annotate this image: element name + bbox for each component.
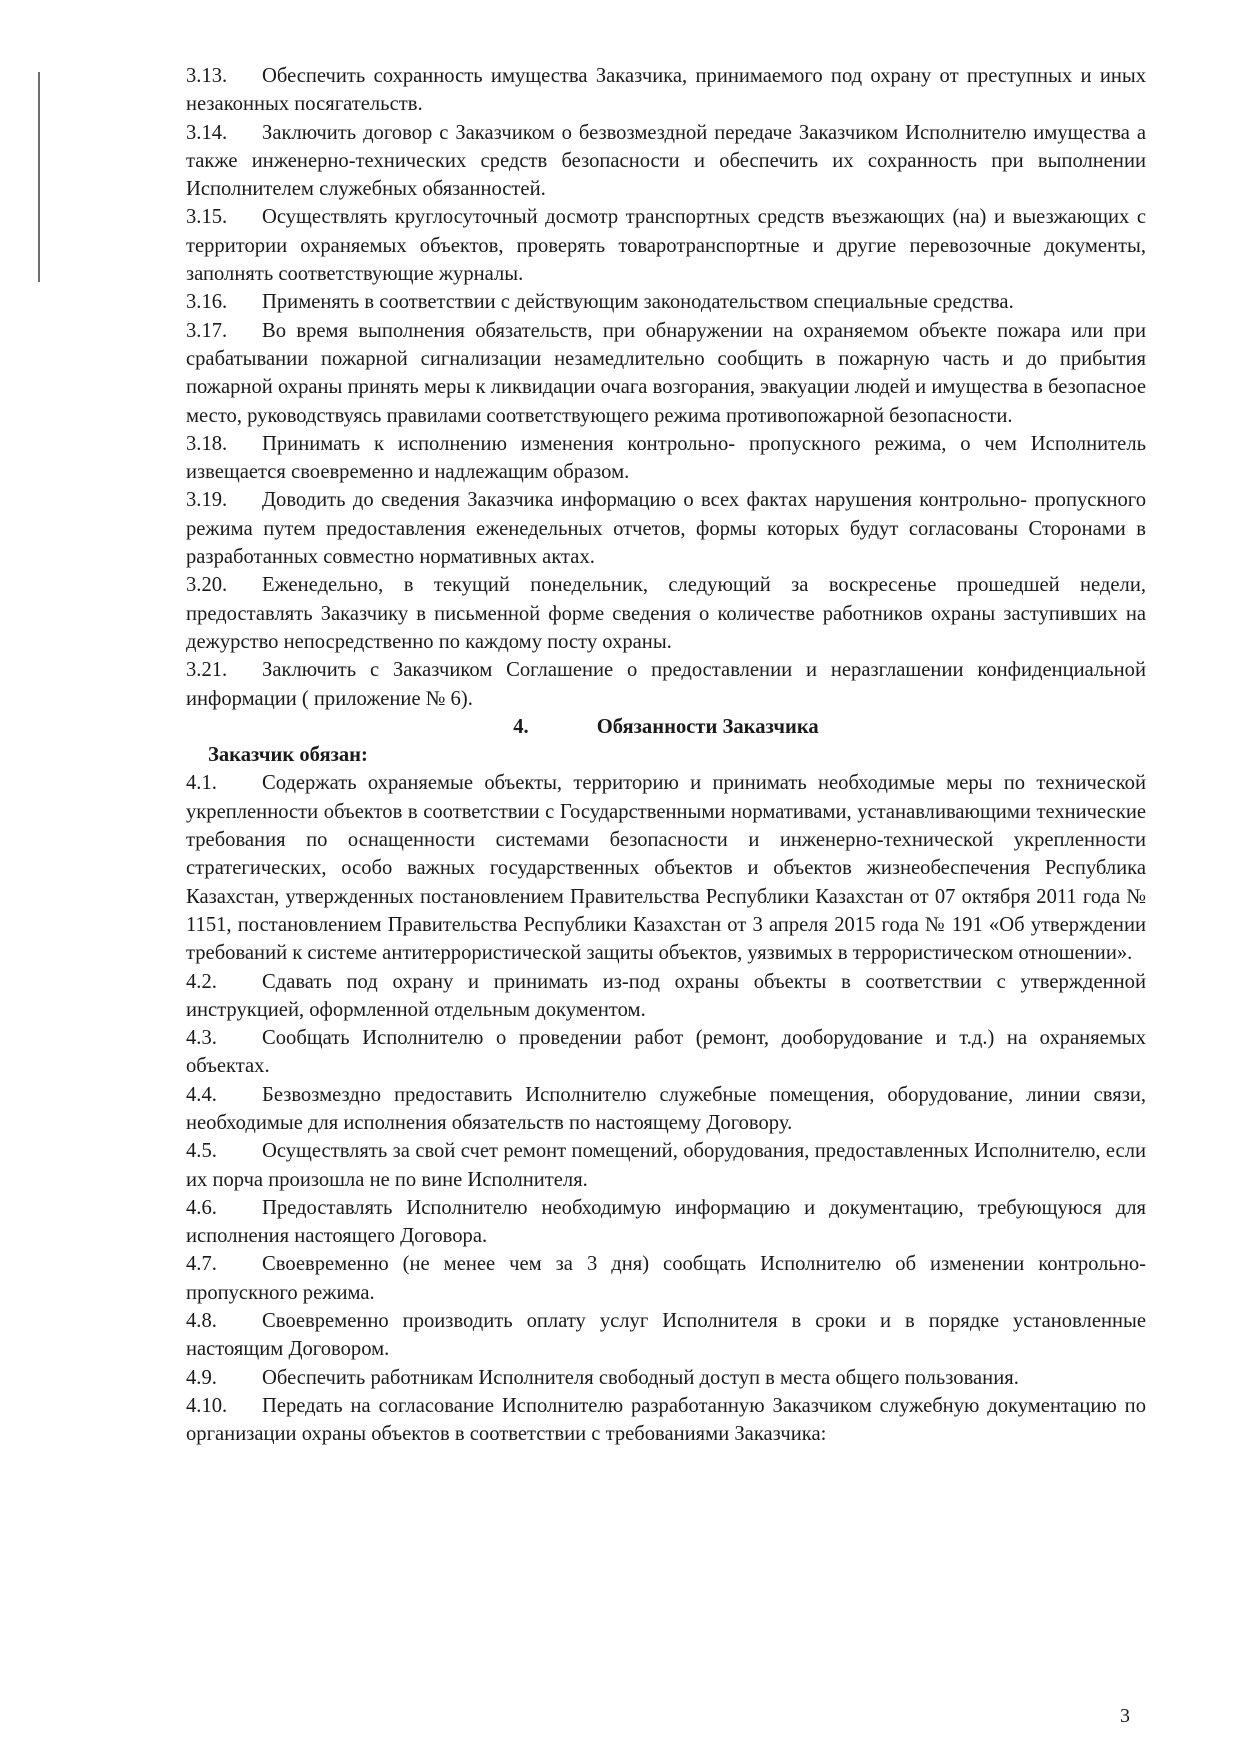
section-number: 4. bbox=[513, 715, 529, 738]
clause-3-17 bbox=[186, 317, 1146, 430]
clause-text: Содержать охраняемые объекты, территорию и принимать необходимые меры по технической укрепленности объектов в соответствии с Государственными нормативами, устанавливающими технические требования по оснащенности системами безопасности и инженерно-технической укрепленности стратегических, особо важных государственных объектов и объектов жизнеобеспечения Республика Казахстан, утвержденных постановлением Правительства Республики Казахстан от 07 октября 2011 года № 1151, постановлением Правительства Республики Казахстан от 3 апреля 2015 года № 191 «Об утверждении требований к системе антитеррористической защиты объектов, уязвимых в террористическом отношении». bbox=[186, 772, 1146, 965]
clause-text: Своевременно производить оплату услуг Исполнителя в сроки и в порядке установленные настоящим Договором. bbox=[186, 1310, 1146, 1361]
clause-3-15 bbox=[186, 203, 1146, 288]
clause-4-1 bbox=[186, 769, 1146, 967]
clause-3-19 bbox=[186, 486, 1146, 571]
clause-3-14 bbox=[186, 119, 1146, 204]
section-title: Обязанности Заказчика bbox=[596, 715, 819, 738]
clause-number: 4.4. bbox=[186, 1083, 217, 1106]
section-4-heading bbox=[186, 713, 1146, 741]
clause-text: Принимать к исполнению изменения контрольно- пропускного режима, о чем Исполнитель извещается своевременно и надлежащим образом. bbox=[186, 432, 1146, 484]
clause-number: 3.18. bbox=[186, 432, 228, 455]
clause-text: Заключить с Заказчиком Соглашение о предоставлении и неразглашении конфиденциальной информации ( приложение № 6). bbox=[186, 659, 1146, 710]
clause-3-20 bbox=[186, 571, 1146, 656]
clause-number: 4.2. bbox=[186, 970, 217, 993]
clause-text: Доводить до сведения Заказчика информацию о всех фактах нарушения контрольно- пропускного режима путем предоставления еженедельных отчетов, формы которых будут согласованы Сторонами в разработанных совместно нормативных актах. bbox=[186, 489, 1146, 569]
clause-number: 4.9. bbox=[186, 1366, 217, 1389]
clause-text: Осуществлять круглосуточный досмотр транспортных средств въезжающих (на) и выезжающих с территории охраняемых объектов, проверять товаротранспортные и другие перевозочные документы, заполнять соответствующие журналы. bbox=[186, 206, 1146, 286]
clause-3-13 bbox=[186, 62, 1146, 119]
clause-text: Заключить договор с Заказчиком о безвозмездной передаче Заказчиком Исполнителю имущества а также инженерно-технических средств безопасности и обеспечить их сохранность при выполнении Исполнителем служебных обязанностей. bbox=[186, 121, 1146, 201]
clause-4-4 bbox=[186, 1081, 1146, 1138]
clause-4-2 bbox=[186, 968, 1146, 1025]
clause-4-9 bbox=[186, 1364, 1146, 1392]
clause-4-5 bbox=[186, 1137, 1146, 1194]
clause-text: Обеспечить сохранность имущества Заказчика, принимаемого под охрану от преступных и иных незаконных посягательств. bbox=[186, 65, 1146, 116]
page-number: 3 bbox=[1120, 1705, 1130, 1727]
clause-text: Сдавать под охрану и принимать из-под охраны объекты в соответствии с утвержденной инструкцией, оформленной отдельным документом. bbox=[186, 970, 1146, 1021]
clause-number: 3.19. bbox=[186, 489, 228, 512]
clause-text: Сообщать Исполнителю о проведении работ (ремонт, дооборудование и т.д.) на охраняемых объектах. bbox=[186, 1027, 1146, 1078]
clause-text: Применять в соответствии с действующим законодательством специальные средства. bbox=[262, 291, 1014, 314]
clause-number: 3.15. bbox=[186, 206, 228, 229]
clause-4-6 bbox=[186, 1194, 1146, 1251]
clause-number: 4.5. bbox=[186, 1140, 217, 1163]
clause-3-18 bbox=[186, 430, 1146, 487]
clause-number: 3.13. bbox=[186, 65, 228, 87]
section-4-subheading: Заказчик обязан: bbox=[208, 744, 368, 767]
clause-text: Предоставлять Исполнителю необходимую информацию и документацию, требующуюся для исполнения настоящего Договора. bbox=[186, 1196, 1146, 1248]
clause-number: 4.3. bbox=[186, 1027, 217, 1050]
clause-text: Еженедельно, в текущий понедельник, следующий за воскресенье прошедшей недели, предоставлять Заказчику в письменной форме сведения о количестве работников охраны заступивших на дежурство непосредственно по каждому посту охраны. bbox=[186, 574, 1146, 653]
document-body bbox=[186, 62, 1146, 1449]
clause-4-7 bbox=[186, 1250, 1146, 1307]
clause-text: Передать на согласование Исполнителю разработанную Заказчиком служебную документацию по организации охраны объектов в соответствии с требованиями Заказчика: bbox=[186, 1394, 1146, 1446]
clause-number: 4.1. bbox=[186, 772, 217, 795]
clause-number: 4.10. bbox=[186, 1394, 228, 1417]
clause-4-10 bbox=[186, 1392, 1146, 1449]
clause-number: 3.17. bbox=[186, 319, 228, 342]
clause-number: 3.14. bbox=[186, 121, 228, 144]
clause-text: Безвозмездно предоставить Исполнителю служебные помещения, оборудование, линии связи, необходимые для исполнения обязательств по настоящему Договору. bbox=[186, 1083, 1146, 1134]
clause-text: Обеспечить работникам Исполнителя свободный доступ в места общего пользования. bbox=[262, 1366, 1019, 1389]
clause-3-16 bbox=[186, 288, 1146, 316]
clause-number: 3.21. bbox=[186, 659, 228, 682]
clause-text: Осуществлять за свой счет ремонт помещений, оборудования, предоставленных Исполнителю, если их порча произошла не по вине Исполнителя. bbox=[186, 1140, 1146, 1191]
clause-text: Своевременно (не менее чем за 3 дня) сообщать Исполнителю об изменении контрольно-пропускного режима. bbox=[186, 1253, 1146, 1304]
clause-3-21 bbox=[186, 656, 1146, 713]
clause-4-8 bbox=[186, 1307, 1146, 1364]
clause-number: 4.8. bbox=[186, 1310, 217, 1333]
clause-number: 3.16. bbox=[186, 291, 228, 314]
clause-number: 3.20. bbox=[186, 574, 228, 597]
clause-4-3 bbox=[186, 1024, 1146, 1081]
clause-text: Во время выполнения обязательств, при обнаружении на охраняемом объекте пожара или при срабатывании пожарной сигнализации незамедлительно сообщить в пожарную часть и до прибытия пожарной охраны принять меры к ликвидации очага возгорания, эвакуации людей и имущества в безопасное место, руководствуясь правилами соответствующего режима противопожарной безопасности. bbox=[186, 319, 1146, 427]
scan-edge-mark bbox=[38, 72, 40, 282]
clause-number: 4.7. bbox=[186, 1253, 217, 1276]
clause-number: 4.6. bbox=[186, 1196, 217, 1219]
